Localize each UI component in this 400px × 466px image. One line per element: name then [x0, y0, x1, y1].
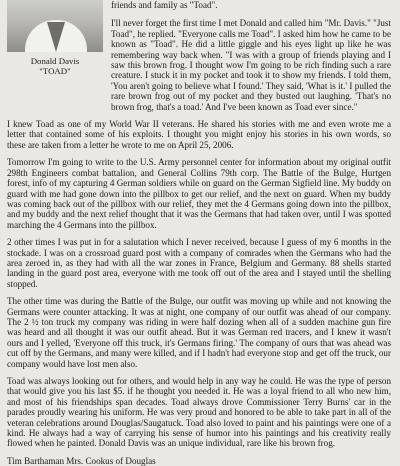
- header-section: [7, 0, 391, 119]
- portrait-photo: [7, 0, 103, 52]
- paragraph-crossroad-guard: 2 other times I was put in for a salutation which I never received, because I guess of my 6 months in the stockade. I was on a crossroad guard post with a company of comrades when the Germans who had the area zeroed in, as they had with all the war zones in France, Belgium and Germany. 88 shells started landing in the guard post area, everyone with me took off out of the area and I stayed until the shelling stopped.: [7, 237, 391, 289]
- intro-text: [111, 0, 391, 119]
- paragraph-intro-tail: friends and family as "Toad".: [111, 0, 218, 10]
- paragraph-tribute: Toad was always looking out for others, and would help in any way he could. He was the type of person that would give you his last $5. if he thought you needed it. He was a loyal friend to all who new him, and most of his friendships span decades. Toad always drove Commissioner Terry Burns' car in the parades proudly wearing his uniform. He was very proud and honored to be able to take part in all of the veteran celebrations around Douglas/Saugatuck. Toad also loved to paint and his paintings were one of a kind. He always had a way of carrying his sense of humor into his paintings and his creativity really flowed when he painted. Donald Davis was an unique individual, rare like his brown frog.: [7, 376, 391, 449]
- caption-name: Donald Davis: [30, 56, 80, 66]
- paragraph-toad-story: I'll never forget the first time I met Donald and called him "Mr. Davis." "Just Toad", he replied. "Everyone calls me Toad". I asked him how he came to be known as "Toad". He did a little giggle and his eyes light up like he was remembering way back when. "I was with a group of friends playing and I saw this brown frog. I thought wow I'm going to be rich finding such a rare creature. I stuck it in my pocket and took it to show my friends. I told them, 'You aren't going to believe what I found.' They said, 'What is it.' I pulled the rare brown frog out of my pocket and they busted out laughing. 'That's no brown frog, that's a toad.' And I've been known as Toad ever since.": [111, 18, 391, 112]
- body-text: [7, 119, 391, 466]
- caption-nickname: "TOAD": [39, 66, 71, 76]
- paragraph-letter-capture: Tomorrow I'm going to write to the U.S. Army personnel center for information about my original outfit 298th Engineers combat battalion, and General Collins 79th corp. The Battle of the Bulge, Hurtgen forest, info of my capturing 4 German soldiers while on guard on the German Sigfield line. My buddy on guard with me had gone down into the pillbox to get our relief, and the next on guard. When my buddy was coming back out of the pillbox with our relief, they met the 4 Germans going down into the pillbox, and my buddy and the next relief thought that it was the Germans that had taken over, until I was spotted marching the 4 Germans into the pillbox.: [7, 157, 391, 230]
- photo-caption: [7, 56, 103, 76]
- paragraph-veteran-intro: I knew Toad as one of my World War II veterans. He shared his stories with me and even wrote me a letter that contained some of his exploits. I thought you might enjoy his stories in his own words, so these are taken from a letter he wrote to me on April 25, 2006.: [7, 119, 391, 150]
- paragraph-battle-of-bulge: The other time was during the Battle of the Bulge, our outfit was moving up while and not knowing the Germans were counter attacking. It was at night, one company of our outfit was ahead of our company. The 2 ½ ton truck my company was riding in were half dozing when all of a sudden machine gun fire was heard and all thought it was our outfit ahead. But it was German red tracers, and I knew it wasn't ours and I yelled, 'Everyone off this truck, it's Germans firing.' The company of ours that was ahead was cut off by the Germans, and many were killed, and if I hadn't had everyone stop and get off the truck, our company would have lost men also.: [7, 296, 391, 369]
- photo-column: [7, 0, 103, 76]
- paragraph-signature: Tim Barthaman Mrs. Cookus of Douglas: [7, 455, 156, 466]
